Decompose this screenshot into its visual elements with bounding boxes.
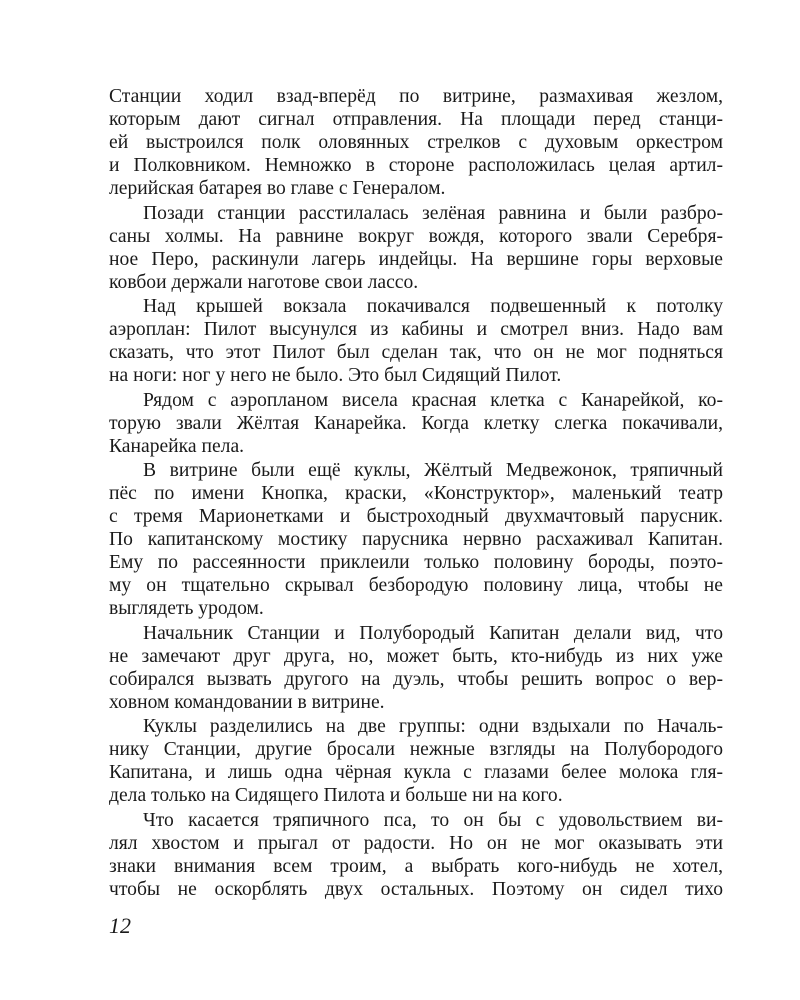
paragraph-3: [109, 295, 723, 387]
text-line: Канарейка пела.: [109, 435, 245, 457]
page-number: 12: [109, 913, 131, 938]
text-line: ковбои держали наготове свои лассо.: [109, 271, 419, 293]
text-line: Над крышей вокзала покачивался подвешенный к потолку: [143, 296, 723, 317]
text-line: Начальник Станции и Полубородый Капитан делали вид, что: [143, 622, 723, 644]
text-line: лерийская батарея во главе с Генералом.: [109, 178, 446, 199]
text-line: саны холмы. На равнине вокруг вождя, которого звали Серебря-: [109, 225, 723, 247]
text-line: лял хвостом и прыгал от радости. Но он не мог оказывать эти: [109, 832, 723, 854]
text-line: знаки внимания всем троим, а выбрать кого-нибудь не хотел,: [109, 855, 723, 877]
text-line: Капитана, и лишь одна чёрная кукла с глазами белее молока гля-: [109, 762, 723, 783]
text-line: му он тщательно скрывал безбородую половину лица, чтобы не: [109, 575, 723, 596]
paragraph-4: [109, 389, 723, 458]
text-line: пёс по имени Кнопка, краски, «Конструктор», маленький театр: [109, 483, 723, 504]
text-line: сказать, что этот Пилот был сделан так, что он не мог подняться: [109, 342, 723, 363]
text-line: собирался вызвать другого на дуэль, чтобы решить вопрос о вер-: [109, 668, 723, 690]
text-line: Что касается тряпичного пса, то он бы с удовольствием ви-: [143, 809, 723, 831]
text-line: Позади станции расстилалась зелёная равнина и были разбро-: [143, 202, 723, 224]
paragraph-8: [109, 809, 723, 901]
text-line: торую звали Жёлтая Канарейка. Когда клетку слегка покачивали,: [109, 412, 723, 434]
text-line: Рядом с аэропланом висела красная клетка с Канарейкой, ко-: [143, 389, 723, 411]
text-line: чтобы не оскорблять двух остальных. Поэтому он сидел тихо: [109, 878, 723, 900]
text-line: аэроплан: Пилот высунулся из кабины и смотрел вниз. Надо вам: [109, 319, 723, 340]
text-line: ей выстроился полк оловянных стрелков с духовым оркестром: [109, 132, 723, 153]
paragraph-7: [109, 715, 723, 807]
text-line: ховном командовании в витрине.: [109, 691, 385, 713]
body-text: [109, 85, 723, 902]
text-line: которым дают сигнал отправления. На площади перед станци-: [109, 109, 723, 130]
text-line: не замечают друг друга, но, может быть, кто-нибудь из них уже: [109, 645, 723, 667]
text-line: и Полковником. Немножко в стороне расположилась целая артил-: [109, 155, 723, 176]
text-line: Ему по рассеянности приклеили только половину бороды, поэто-: [109, 552, 723, 573]
paragraph-2: [109, 202, 723, 294]
text-line: выглядеть уродом.: [109, 598, 264, 619]
text-line: дела только на Сидящего Пилота и больше ни на кого.: [109, 785, 563, 806]
text-line: Куклы разделились на две группы: одни вздыхали по Началь-: [143, 716, 723, 737]
text-line: ное Перо, раскинули лагерь индейцы. На вершине горы верховые: [109, 248, 723, 270]
text-line: нику Станции, другие бросали нежные взгляды на Полубородого: [109, 739, 723, 760]
paragraph-1: [109, 85, 723, 200]
text-line: на ноги: ног у него не было. Это был Сидящий Пилот.: [109, 365, 562, 386]
paragraph-6: [109, 622, 723, 714]
text-line: Станции ходил взад-вперёд по витрине, размахивая жезлом,: [109, 86, 723, 107]
paragraph-5: [109, 459, 723, 620]
text-line: В витрине были ещё куклы, Жёлтый Медвежонок, тряпичный: [143, 460, 723, 481]
text-line: По капитанскому мостику парусника нервно расхаживал Капитан.: [109, 529, 723, 550]
text-line: с тремя Марионетками и быстроходный двухмачтовый парусник.: [109, 506, 723, 527]
